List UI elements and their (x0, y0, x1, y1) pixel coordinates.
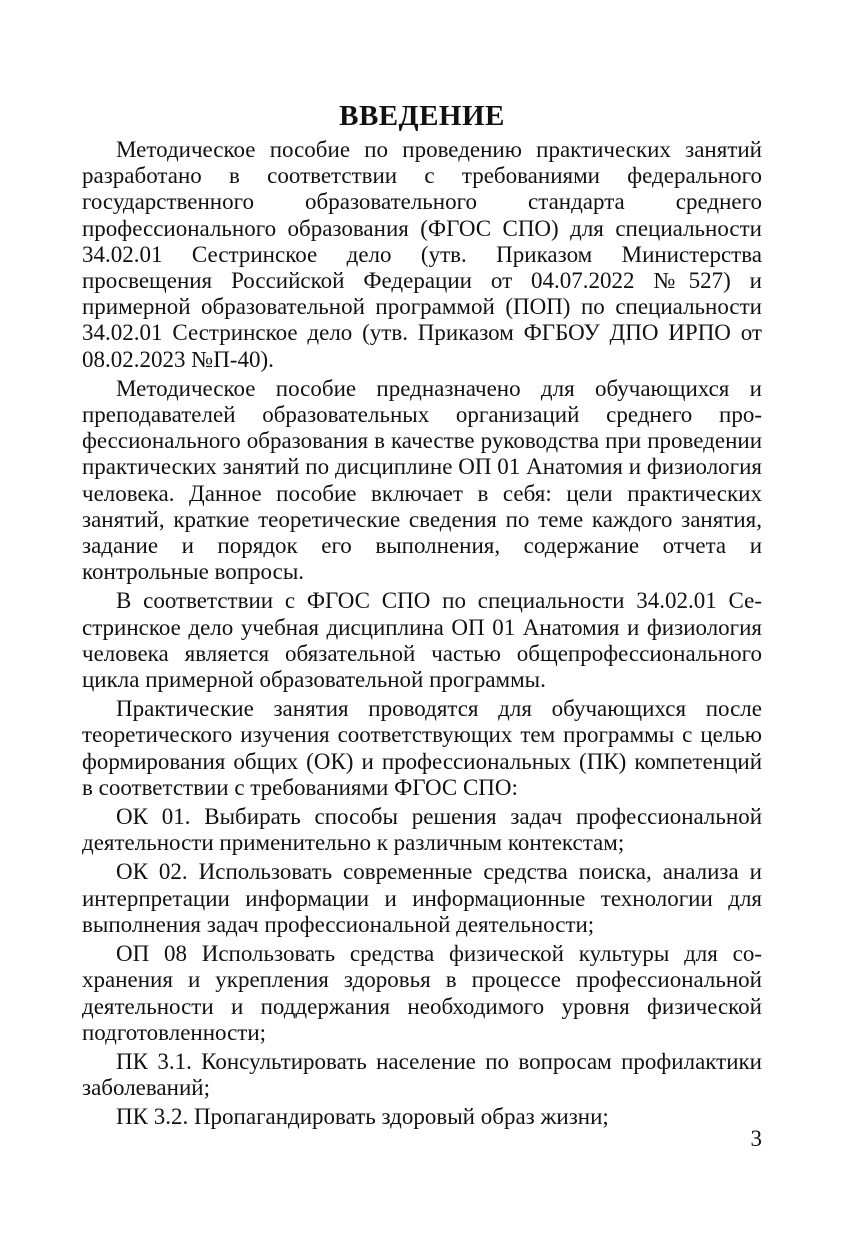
page-content (82, 98, 762, 1134)
page-title: ВВЕДЕНИЕ (339, 100, 505, 132)
paragraph-practical: Практические занятия проводятся для обучающихся после теоретического изучения соответствующих тем программы с целью формирования общих (ОК) и профессиональных (ПК) компетенций в соответствии с требованиями ФГОС СПО: (82, 696, 762, 800)
competency-ok01: ОК 01. Выбирать способы решения задач профессиональной деятельности применительно к различным контекстам; (82, 804, 762, 856)
competency-ok02: ОК 02. Использовать современные средства поиска, анализа и интерпретации информации и информационные технологии для выполнения задач профессиональной деятельности; (82, 859, 762, 937)
paragraph-fgos: В соответствии с ФГОС СПО по специальности 34.02.01 Сестринское дело учебная дисциплина ОП 01 Анатомия и физиология человека является обязательной частью общепрофессионального цикла примерной образовательной программы. (82, 588, 762, 693)
paragraph-purpose: Методическое пособие предназначено для обучающихся и преподавателей образовательных организаций среднего профессионального образования в качестве руководства при проведении практических занятий по дисциплине ОП 01 Анатомия и физиология человека. Данное пособие включает в себя: цели практических занятий, краткие теоретические сведения по теме каждого занятия, задание и порядок его выполнения, содержание отчета и контрольные вопросы. (82, 375, 762, 585)
paragraph-intro: Методическое пособие по проведению практических занятий разработано в соответствии с требованиями федерального государственного образовательного стандарта среднего профессионального образования (ФГОС СПО) для специальности 34.02.01 Сестринское дело (утв. Приказом Министерства просвещения Российской Федерации от 04.07.2022 №527) и примерной образовательной программой (ПОП) по специальности 34.02.01 Сестринское дело (утв. Приказом ФГБОУ ДПО ИРПО от 08.02.2023 №П-40). (82, 137, 762, 372)
competency-pk32: ПК 3.2. Пропагандировать здоровый образ жизни; (116, 1104, 609, 1130)
page-number: 3 (750, 1126, 762, 1151)
competency-pk31: ПК 3.1. Консультировать население по вопросам профилактики заболеваний; (82, 1048, 762, 1101)
competency-op08: ОП 08 Использовать средства физической культуры для сохранения и укрепления здоровья в процессе профессиональной деятельности и поддержания необходимого уровня физической подготовленности; (82, 941, 762, 1045)
